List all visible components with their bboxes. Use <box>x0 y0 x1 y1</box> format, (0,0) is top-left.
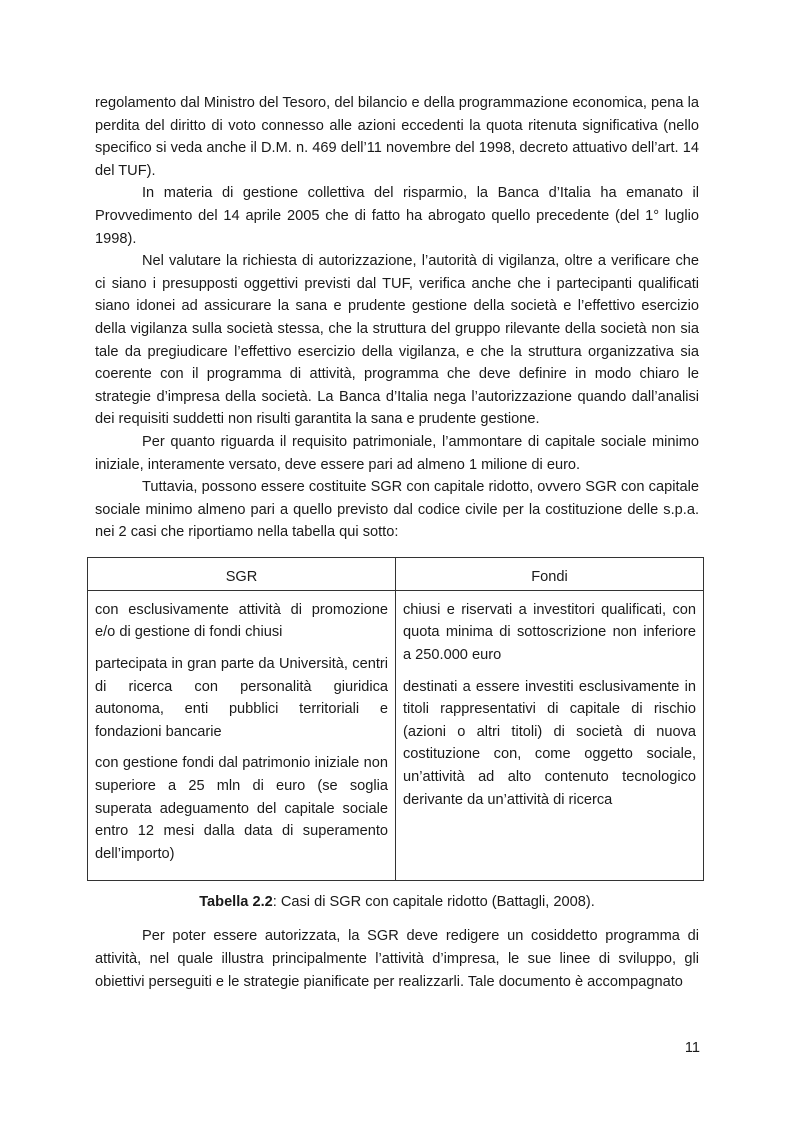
paragraph-4: Per quanto riguarda il requisito patrimoniale, l’ammontare di capitale sociale minimo iniziale, interamente versato, deve essere pari ad almeno 1 milione di euro. <box>95 433 699 473</box>
page-body <box>95 92 699 993</box>
capital-table <box>87 557 704 882</box>
fondi-item: destinati a essere investiti esclusivamente in titoli rappresentativi di capitale di rischio (azioni o altri titoli) di società di nuova costituzione con, come oggetto sociale, un’attività ad alto contenuto tecnologico derivante da un’attività di ricerca <box>403 678 696 808</box>
fondi-cell <box>396 590 704 881</box>
header-sgr: SGR <box>88 557 396 590</box>
table-caption <box>95 891 699 913</box>
header-fondi: Fondi <box>396 557 704 590</box>
caption-label: Tabella 2.2 <box>199 894 273 911</box>
fondi-item: chiusi e riservati a investitori qualificati, con quota minima di sottoscrizione non inferiore a 250.000 euro <box>403 601 696 664</box>
paragraph-6: Per poter essere autorizzata, la SGR deve redigere un cosiddetto programma di attività, nel quale illustra principalmente l’attività d’impresa, le sue linee di sviluppo, gli obiettivi perseguiti e le strategie pianificate per realizzarli. Tale documento è accompagnato <box>95 928 699 990</box>
sgr-cell <box>88 590 396 881</box>
sgr-item: con esclusivamente attività di promozione e/o di gestione di fondi chiusi <box>95 601 388 641</box>
page-number: 11 <box>684 1040 700 1056</box>
caption-text: : Casi di SGR con capitale ridotto (Battagli, 2008). <box>272 894 595 911</box>
paragraph-1: regolamento dal Ministro del Tesoro, del bilancio e della programmazione economica, pena la perdita del diritto di voto connesso alle azioni eccedenti la quota ritenuta significativa (nello specifico si veda anche il D.M. n. 469 dell’11 novembre del 1998, decreto attuativo dell’art. 14 del TUF). <box>95 95 699 179</box>
paragraph-3: Nel valutare la richiesta di autorizzazione, l’autorità di vigilanza, oltre a verificare che ci siano i presupposti oggettivi previsti dal TUF, verifica anche che i partecipanti qualificati siano idonei ad assicurare la sana e prudente gestione della società e l’effettivo esercizio della vigilanza sulla società stessa, che la struttura del gruppo rilevante della società non sia tale da pregiudicare l’effettivo esercizio della vigilanza, e che la struttura organizzativa sia coerente con il programma di attività, programma che deve definire in modo chiaro le strategie d’impresa della società. La Banca d’Italia nega l’autorizzazione quando dall’analisi dei requisiti suddetti non risulti garantita la sana e prudente gestione. <box>95 253 699 428</box>
table-header-row <box>88 557 704 590</box>
table-row <box>88 590 704 881</box>
paragraph-5: Tuttavia, possono essere costituite SGR con capitale ridotto, ovvero SGR con capitale sociale minimo almeno pari a quello previsto dal codice civile per la costituzione delle s.p.a. nei 2 casi che riportiamo nella tabella qui sotto: <box>95 479 699 541</box>
sgr-item: partecipata in gran parte da Università, centri di ricerca con personalità giuridica autonoma, enti pubblici territoriali e fondazioni bancarie <box>95 656 388 740</box>
sgr-item: con gestione fondi dal patrimonio iniziale non superiore a 25 mln di euro (se soglia superata adeguamento del capitale sociale entro 12 mesi dalla data di superamento dell’importo) <box>95 755 388 862</box>
paragraph-2: In materia di gestione collettiva del risparmio, la Banca d’Italia ha emanato il Provvedimento del 14 aprile 2005 che di fatto ha abrogato quello precedente (del 1° luglio 1998). <box>95 185 699 247</box>
